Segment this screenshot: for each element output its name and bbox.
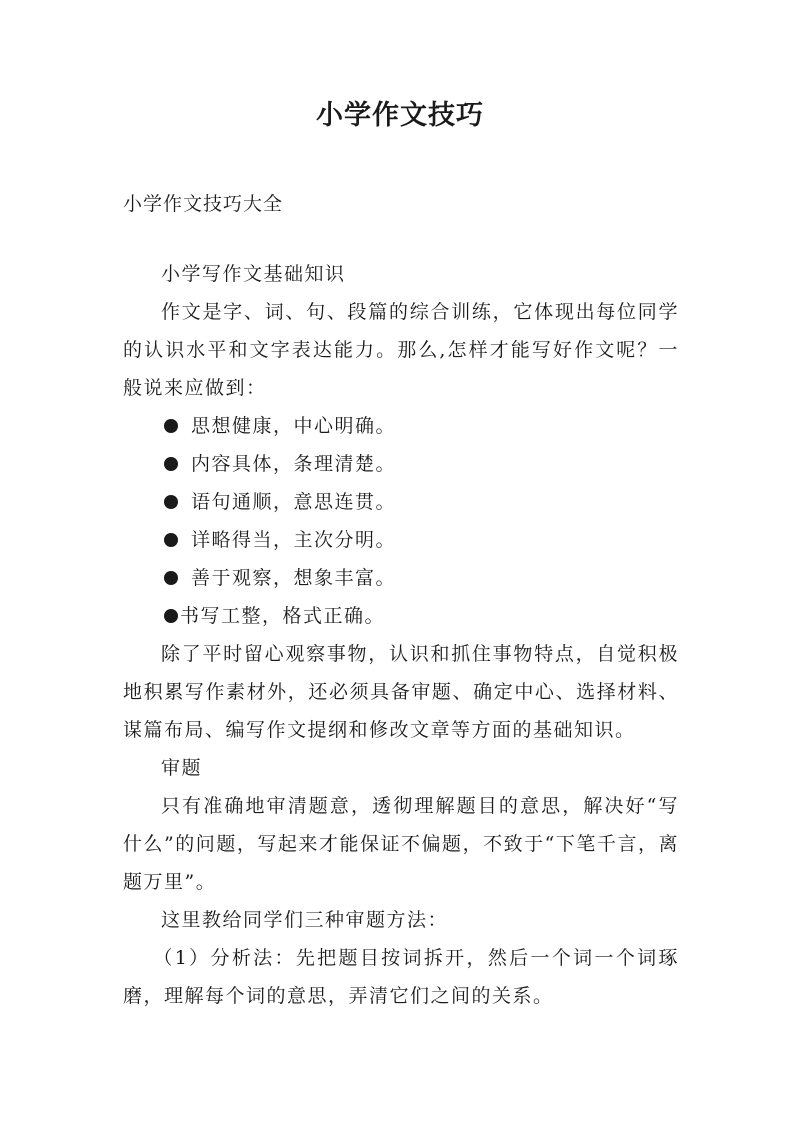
bullet-dot-icon [164,609,178,623]
bullet-item [123,407,679,445]
bullet-text: 书写工整，格式正确。 [180,605,386,627]
bullet-item [123,521,679,559]
bullet-dot-icon [164,457,178,471]
bullet-item [123,445,679,483]
methods-intro: 这里教给同学们三种审题方法： [161,909,449,931]
method-1-paragraph: （1）分析法：先把题目按词拆开，然后一个词一个词琢磨，理解每个词的意思，弄清它们之间的关系。 [123,947,679,1007]
bullet-text: 详略得当，主次分明。 [191,529,397,551]
section-heading: 小学写作文基础知识 [161,263,346,285]
bullet-dot-icon [164,495,178,509]
bullet-dot-icon [164,571,178,585]
document-subtitle: 小学作文技巧大全 [123,193,284,215]
intro-paragraph: 作文是字、词、句、段篇的综合训练，它体现出每位同学的认识水平和文字表达能力。那么,怎样才能写好作文呢？一般说来应做到： [123,301,679,399]
bullet-text: 语句通顺，意思连贯。 [191,491,397,513]
review-heading: 审题 [161,757,203,779]
bullet-text: 善于观察，想象丰富。 [191,567,397,589]
bullet-text: 思想健康，中心明确。 [191,415,397,437]
bullet-item [123,559,679,597]
bullet-dot-icon [164,419,178,433]
foundation-paragraph: 除了平时留心观察事物，认识和抓住事物特点，自觉积极地积累写作素材外，还必须具备审题、确定中心、选择材料、谋篇布局、编写作文提纲和修改文章等方面的基础知识。 [123,643,679,741]
document-body [123,255,679,1015]
bullet-item [123,483,679,521]
bullet-dot-icon [164,533,178,547]
bullet-item [123,597,679,635]
document-title: 小学作文技巧 [316,100,484,131]
review-paragraph: 只有准确地审清题意，透彻理解题目的意思，解决好“写什么”的问题，写起来才能保证不偏题，不致于“下笔千言，离题万里”。 [123,795,679,893]
bullet-text: 内容具体，条理清楚。 [191,453,397,475]
